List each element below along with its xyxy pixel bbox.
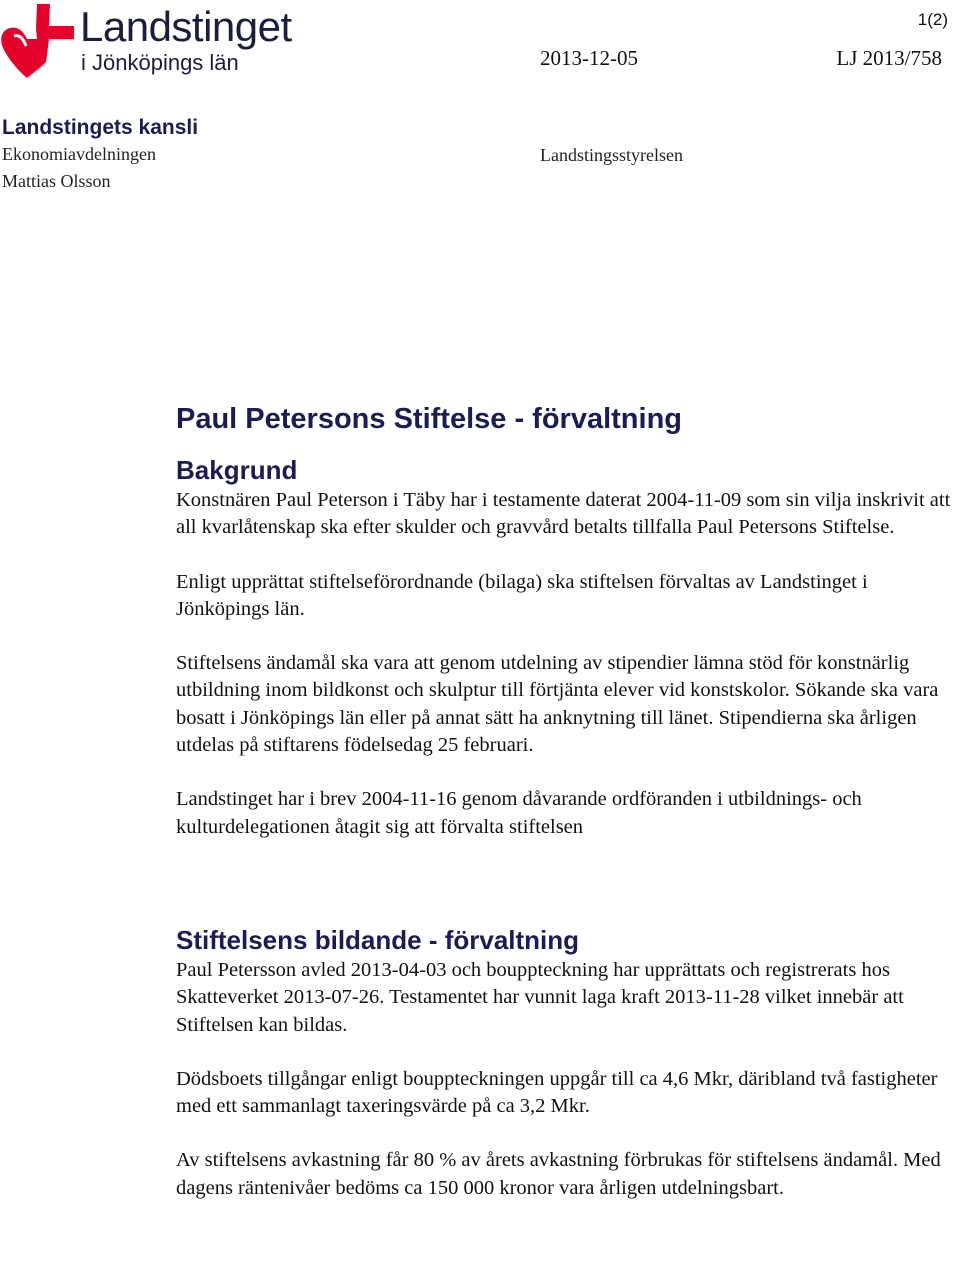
sender-department: Ekonomiavdelningen	[2, 144, 156, 164]
paragraph: Landstinget har i brev 2004-11-16 genom dåvarande ordföranden i utbildnings- och kulturdelegationen åtagit sig att förvalta stiftelsen	[176, 788, 862, 838]
document-date: 2013-12-05	[540, 46, 638, 70]
logo-title: Landstinget	[80, 3, 292, 50]
recipient: Landstingsstyrelsen	[540, 145, 683, 165]
logo-subtitle: i Jönköpings län	[81, 50, 239, 75]
section-heading-bakgrund: Bakgrund	[176, 455, 298, 485]
paragraph: Konstnären Paul Peterson i Täby har i testamente daterat 2004-11-09 som sin vilja inskrivit att all kvarlåtenskap ska efter skulder och gravvård betalts tillfalla Paul Petersons Stiftelse.	[176, 489, 951, 539]
paragraph: Stiftelsens ändamål ska vara att genom utdelning av stipendier lämna stöd för konstnärlig utbildning inom bildkonst och skulptur till förtjänta elever vid konstskolor. Sökande ska vara bosatt i Jönköpings län eller på annat sätt ha anknytning till länet. Stipendierna ska årligen utdelas på stiftarens födelsedag 25 februari.	[176, 652, 939, 757]
cross-heart-icon	[0, 2, 76, 78]
document-title: Paul Petersons Stiftelse - förvaltning	[176, 403, 682, 435]
page-number: 1(2)	[917, 10, 948, 29]
section-heading-bildande: Stiftelsens bildande - förvaltning	[176, 924, 580, 955]
sender-person: Mattias Olsson	[2, 171, 111, 191]
reference-number: LJ 2013/758	[836, 46, 942, 70]
paragraph: Dödsboets tillgångar enligt bouppteckningen uppgår till ca 4,6 Mkr, däribland två fastigheter med ett sammanlagt taxeringsvärde på ca 3,2 Mkr.	[176, 1067, 938, 1118]
paragraph: Enligt upprättat stiftelseförordnande (bilaga) ska stiftelsen förvaltas av Landstinget i Jönköpings län.	[176, 570, 868, 620]
sender-block	[2, 114, 198, 195]
document-body	[176, 400, 960, 1202]
organization-logo	[0, 0, 320, 80]
sender-organization: Landstingets kansli	[2, 116, 199, 139]
paragraph: Av stiftelsens avkastning får 80 % av årets avkastning förbrukas för stiftelsens ändamål. Med dagens räntenivåer bedöms ca 150 000 kronor vara årligen utdelningsbart.	[176, 1149, 941, 1199]
paragraph: Paul Petersson avled 2013-04-03 och bouppteckning har upprättats och registrerats hos Skatteverket 2013-07-26. Testamentet har vunnit laga kraft 2013-11-28 vilket innebär att Stiftelsen kan bildas.	[176, 958, 904, 1036]
